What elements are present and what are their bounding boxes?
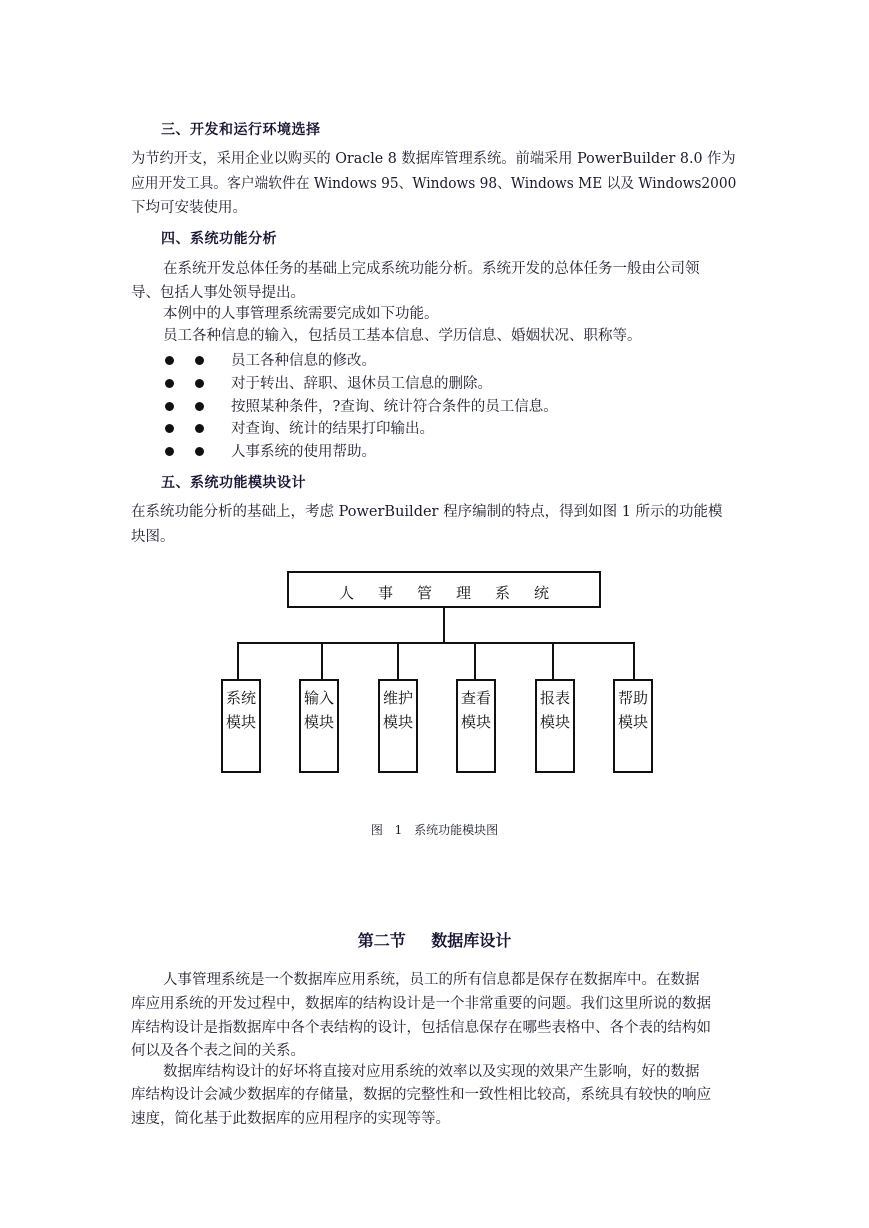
module-label: 报表模块: [539, 689, 570, 731]
bullet-dot-icon: [195, 379, 204, 388]
connector-line: [321, 642, 323, 679]
bullet-dot-icon: [195, 447, 204, 456]
analysis-line-4: 员工各种信息的输入，包括员工基本信息、学历信息、婚姻状况、职称等。: [163, 328, 642, 344]
connector-line: [474, 642, 476, 679]
bullet-dot-icon: [165, 447, 174, 456]
module-box: [613, 679, 653, 773]
connector-line: [237, 642, 239, 679]
bullet-dot-icon: [165, 379, 174, 388]
env-line-3: 下均可安装使用。: [131, 200, 247, 216]
module-label: 查看模块: [460, 689, 491, 731]
analysis-line-2: 导、包括人事处领导提出。: [131, 285, 305, 301]
db-line-4: 何以及各个表之间的关系。: [131, 1043, 305, 1059]
bullet-text: 员工各种信息的修改。: [231, 353, 376, 369]
env-line-1: 为节约开支，采用企业以购买的 Oracle 8 数据库管理系统。前端采用 PowerBuilder 8.0 作为: [131, 151, 736, 167]
connector-line: [633, 642, 635, 679]
module-label: 维护模块: [382, 689, 413, 731]
db-line-5: 数据库结构设计的好坏将直接对应用系统的效率以及实现的效果产生影响，好的数据: [163, 1064, 700, 1080]
db-line-2: 库应用系统的开发过程中，数据库的结构设计是一个非常重要的问题。我们这里所说的数据: [131, 996, 711, 1012]
module-label: 输入模块: [303, 689, 334, 731]
bullet-text: 对于转出、辞职、退休员工信息的删除。: [231, 376, 492, 392]
analysis-line-3: 本例中的人事管理系统需要完成如下功能。: [163, 306, 439, 322]
bullet-text: 对查询、统计的结果打印输出。: [231, 421, 434, 437]
module-box: [378, 679, 418, 773]
module-box: [299, 679, 339, 773]
heading-dev-environment: 三、开发和运行环境选择: [161, 122, 321, 138]
root-box: [287, 571, 601, 608]
module-box: [221, 679, 261, 773]
bullet-dot-icon: [195, 356, 204, 365]
root-label: 人事管理系统: [338, 584, 573, 602]
module-label: 系统模块: [225, 689, 256, 731]
bullet-text: 人事系统的使用帮助。: [231, 444, 376, 460]
bullet-text: 按照某种条件，?查询、统计符合条件的员工信息。: [231, 399, 558, 415]
db-line-7: 速度，简化基于此数据库的应用程序的实现等等。: [131, 1111, 450, 1127]
analysis-line-1: 在系统开发总体任务的基础上完成系统功能分析。系统开发的总体任务一般由公司领: [163, 261, 700, 277]
env-line-2: 应用开发工具。客户端软件在 Windows 95、Windows 98、Windows ME 以及 Windows2000: [131, 176, 737, 192]
db-line-1: 人事管理系统是一个数据库应用系统，员工的所有信息都是保存在数据库中。在数据: [163, 972, 700, 988]
module-box: [535, 679, 575, 773]
design-line-2: 块图。: [131, 529, 175, 545]
bullet-dot-icon: [195, 424, 204, 433]
connector-line: [237, 642, 635, 644]
connector-line: [443, 608, 445, 643]
connector-line: [397, 642, 399, 679]
module-box: [456, 679, 496, 773]
section-title: 第二节 数据库设计: [357, 931, 512, 950]
design-line-1: 在系统功能分析的基础上，考虑 PowerBuilder 程序编制的特点，得到如图 1 所示的功能模: [131, 504, 723, 520]
db-line-6: 库结构设计会减少数据库的存储量，数据的完整性和一致性相比较高，系统具有较快的响应: [131, 1087, 711, 1103]
bullet-dot-icon: [165, 356, 174, 365]
bullet-dot-icon: [195, 402, 204, 411]
figure-caption: 图 1 系统功能模块图: [370, 823, 499, 837]
bullet-dot-icon: [165, 402, 174, 411]
heading-function-analysis: 四、系统功能分析: [161, 231, 277, 247]
heading-module-design: 五、系统功能模块设计: [161, 475, 306, 491]
module-label: 帮助模块: [617, 689, 648, 731]
connector-line: [552, 642, 554, 679]
db-line-3: 库结构设计是指数据库中各个表结构的设计，包括信息保存在哪些表格中、各个表的结构如: [131, 1020, 711, 1036]
bullet-dot-icon: [165, 424, 174, 433]
